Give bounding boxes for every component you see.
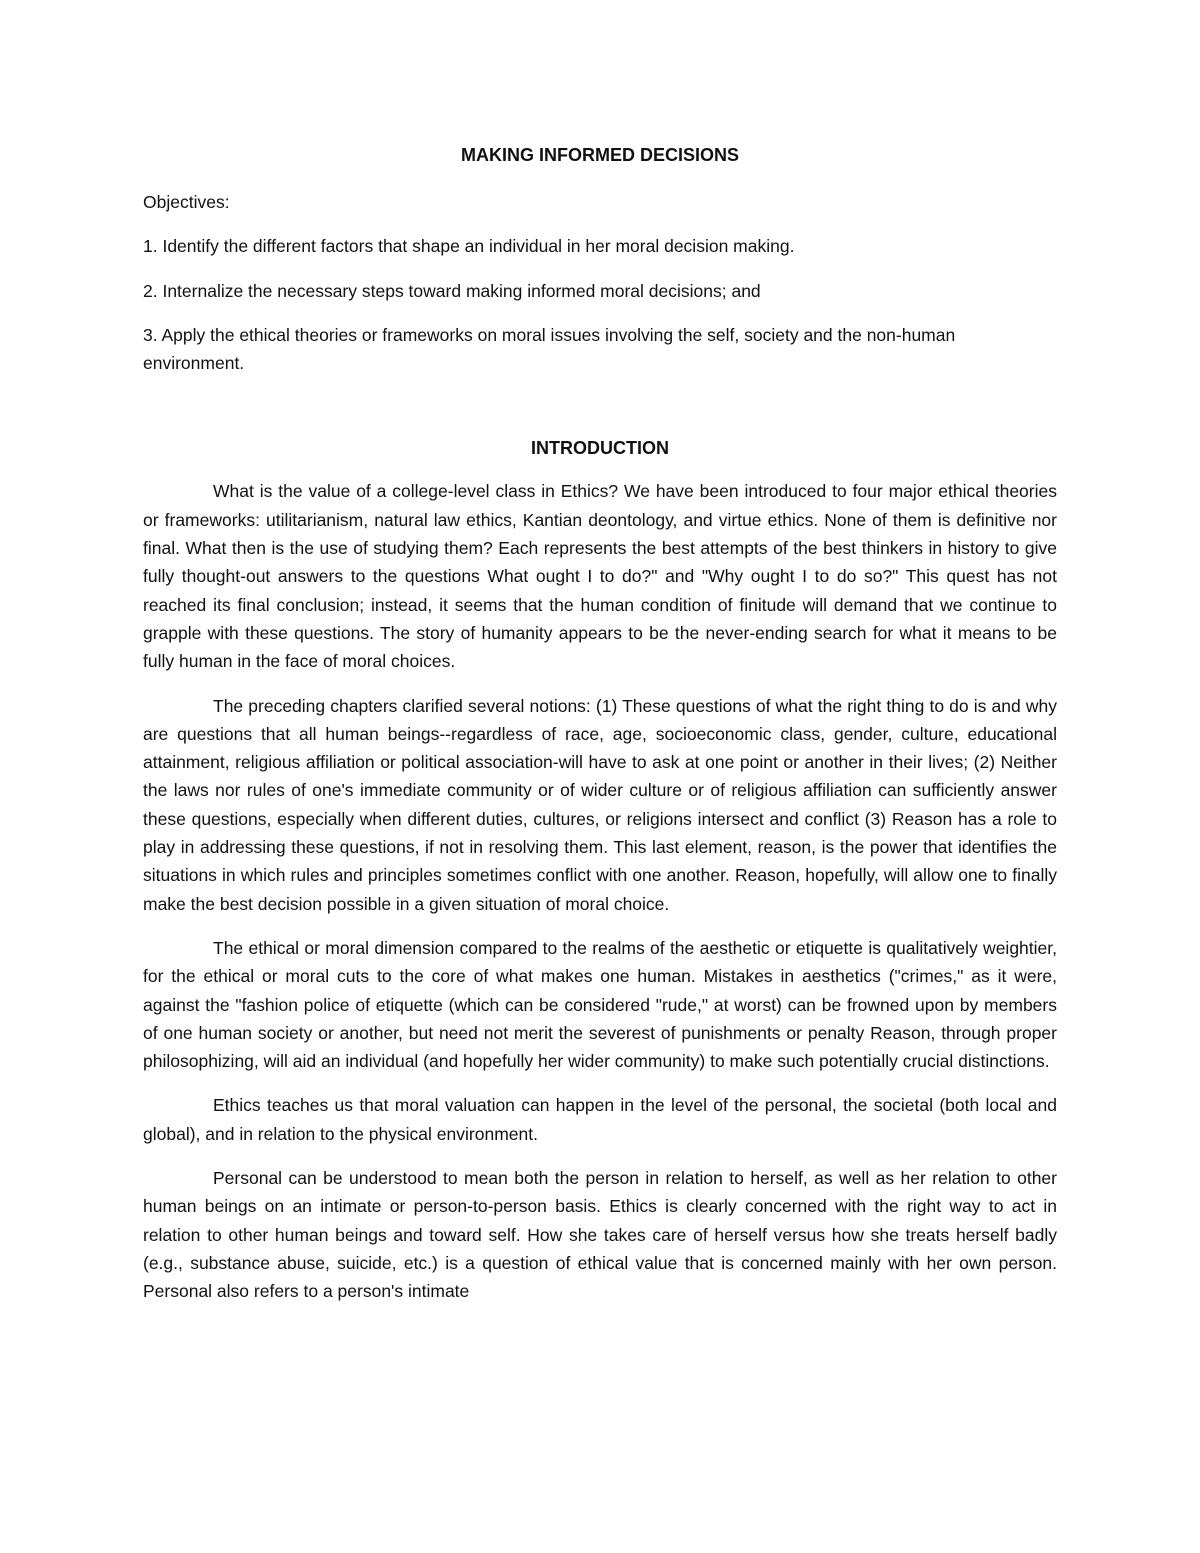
- objective-item: 1. Identify the different factors that shape an individual in her moral decision making.: [143, 236, 795, 257]
- body-paragraph: What is the value of a college-level class in Ethics? We have been introduced to four major ethical theories or frameworks: utilitarianism, natural law ethics, Kantian deontology, and virtue ethics. None of them is definitive nor final. What then is the use of studying them? Each represents the best attempts of the best thinkers in history to give fully thought-out answers to the questions What ought I to do?" and "Why ought I to do so?" This quest has not reached its final conclusion; instead, it seems that the human condition of finitude will demand that we continue to grapple with these questions. The story of humanity appears to be the never-ending search for what it means to be fully human in the face of moral choices.: [143, 481, 1057, 672]
- objective-item: 2. Internalize the necessary steps toward making informed moral decisions; and: [143, 280, 761, 301]
- body-paragraph: Personal can be understood to mean both the person in relation to herself, as well as her relation to other human beings on an intimate or person-to-person basis. Ethics is clearly concerned with the right way to act in relation to other human beings and toward self. How she takes care of herself versus how she treats herself badly (e.g., substance abuse, suicide, etc.) is a question of ethical value that is concerned mainly with her own person. Personal also refers to a person's intimate: [143, 1168, 1057, 1302]
- document-content: [143, 140, 1057, 1322]
- section-heading-introduction: INTRODUCTION: [531, 438, 669, 459]
- body-paragraph: The ethical or moral dimension compared to the realms of the aesthetic or etiquette is qualitatively weightier, for the ethical or moral cuts to the core of what makes one human. Mistakes in aesthetics ("crimes," as it were, against the "fashion police of etiquette (which can be considered "rude," at worst) can be frowned upon by members of one human society or another, but need not merit the severest of punishments or penalty Reason, through proper philosophizing, will aid an individual (and hopefully her wider community) to make such potentially crucial distinctions.: [143, 937, 1057, 1072]
- document-title: MAKING INFORMED DECISIONS: [460, 145, 739, 165]
- body-paragraph: Ethics teaches us that moral valuation can happen in the level of the personal, the societal (both local and global), and in relation to the physical environment.: [143, 1095, 1057, 1144]
- body-paragraph: The preceding chapters clarified several notions: (1) These questions of what the right thing to do is and why are questions that all human beings--regardless of race, age, socioeconomic class, gender, culture, educational attainment, religious affiliation or political association-will have to ask at one point or another in their lives; (2) Neither the laws nor rules of one's immediate community or of wider culture or of religious affiliation can sufficiently answer these questions, especially when different duties, cultures, or religions intersect and conflict (3) Reason has a role to play in addressing these questions, if not in resolving them. This last element, reason, is the power that identifies the situations in which rules and principles sometimes conflict with one another. Reason, hopefully, will allow one to finally make the best decision possible in a given situation of moral choice.: [143, 695, 1057, 914]
- objective-item: 3. Apply the ethical theories or frameworks on moral issues involving the self, society and the non-human environment.: [143, 324, 956, 374]
- objectives-label: Objectives:: [143, 192, 230, 212]
